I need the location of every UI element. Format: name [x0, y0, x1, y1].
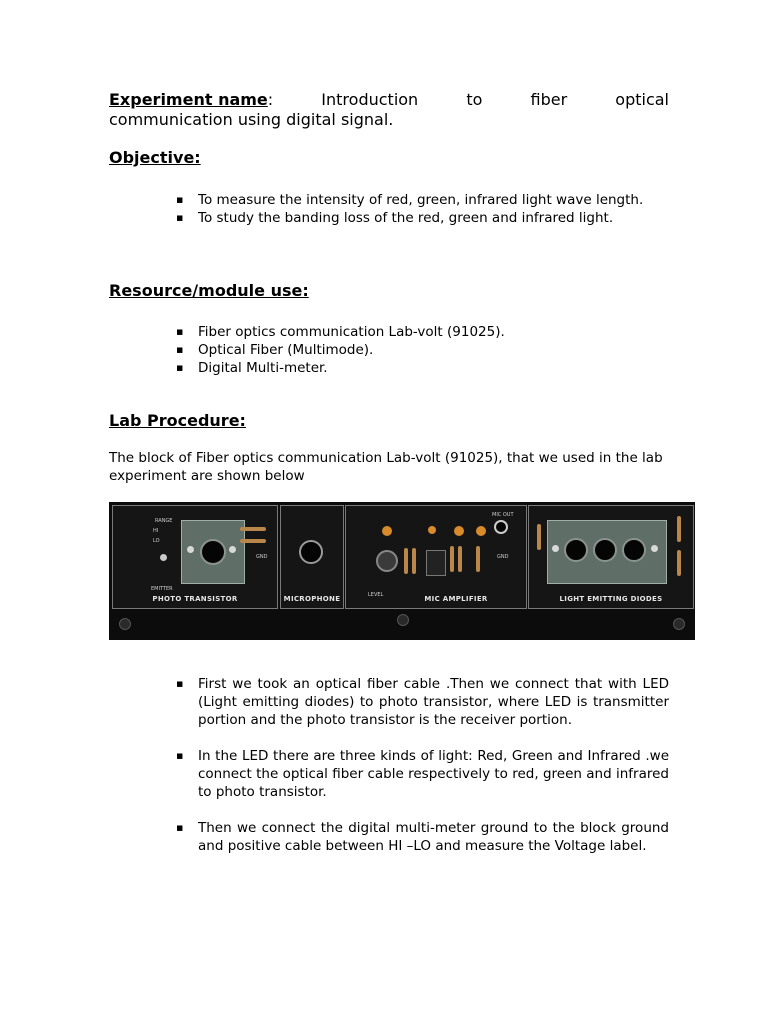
list-item: ▪ Digital Multi-meter. — [176, 359, 669, 377]
level-label: LEVEL — [368, 592, 384, 598]
mic-out-label: MIC OUT — [492, 512, 514, 518]
title-label: Experiment name — [109, 90, 268, 109]
title-word: fiber — [530, 90, 568, 109]
gnd-label: GND — [256, 554, 268, 560]
fiber-port — [593, 538, 617, 562]
gnd-label: GND — [497, 554, 509, 560]
mic-out-jack — [494, 520, 508, 534]
level-knob-icon — [376, 550, 398, 572]
objective-heading-text: Objective: — [109, 148, 201, 167]
resistor — [458, 546, 462, 572]
lab-volt-panel-image — [109, 502, 695, 640]
resistor — [240, 527, 266, 531]
procedure-intro: The block of Fiber optics communication Lab-volt (91025), that we used in the lab experiment are shown below — [109, 450, 663, 484]
list-item: ▪ First we took an optical fiber cable .Then we connect that with LED (Light emitting diodes) to photo transistor, where LED is transmitter portion and the photo transistor is the receiver portion. — [176, 675, 669, 729]
title-line-1 — [109, 90, 669, 110]
screw-icon — [673, 618, 685, 630]
range-label: RANGE — [155, 518, 173, 524]
led — [476, 526, 486, 536]
title-word: to — [466, 90, 483, 109]
photo-transistor-label: PHOTO TRANSISTOR — [152, 595, 238, 603]
fiber-port — [622, 538, 646, 562]
objective-heading — [109, 148, 201, 167]
indicator — [229, 546, 236, 553]
list-item: ▪ To measure the intensity of red, green, infrared light wave length. — [176, 191, 669, 209]
mic-amplifier-module — [345, 505, 527, 609]
list-item: ▪ Fiber optics communication Lab-volt (91025). — [176, 323, 669, 341]
microphone-module — [280, 505, 344, 609]
led — [382, 526, 392, 536]
ic-chip — [426, 550, 446, 576]
procedure-heading — [109, 411, 246, 430]
mic-amplifier-label: MIC AMPLIFIER — [424, 595, 488, 603]
objective-list — [176, 191, 669, 227]
screw-icon — [397, 614, 409, 626]
list-item: ▪ Then we connect the digital multi-meter ground to the block ground and positive cable between HI –LO and measure the Voltage label. — [176, 819, 669, 855]
title-word: Introduction — [321, 90, 419, 109]
resistor — [412, 548, 416, 574]
title-colon: : — [267, 90, 274, 109]
lo-label: LO — [153, 538, 160, 544]
list-item: ▪ To study the banding loss of the red, green and infrared light. — [176, 209, 669, 227]
resources-heading-text: Resource/module use: — [109, 281, 309, 300]
photo-transistor-window — [181, 520, 245, 584]
microphone-label: MICROPHONE — [283, 595, 341, 603]
screw-icon — [119, 618, 131, 630]
experiment-title — [109, 90, 669, 130]
resistor — [537, 524, 541, 550]
resistor — [404, 548, 408, 574]
hi-label: HI — [153, 528, 159, 534]
resistor — [450, 546, 454, 572]
list-item: ▪ Optical Fiber (Multimode). — [176, 341, 669, 359]
fiber-port — [564, 538, 588, 562]
photo-transistor-module — [112, 505, 278, 609]
title-line-2: communication using digital signal. — [109, 110, 394, 129]
led-module — [528, 505, 694, 609]
resources-list — [176, 323, 669, 377]
resistor — [240, 539, 266, 543]
resources-heading — [109, 281, 309, 300]
fiber-port — [200, 539, 226, 565]
indicator — [651, 545, 658, 552]
resistor — [677, 516, 681, 542]
list-item: ▪ In the LED there are three kinds of light: Red, Green and Infrared .we connect the optical fiber cable respectively to red, green and infrared to photo transistor. — [176, 747, 669, 801]
led-label: LIGHT EMITTING DIODES — [559, 595, 663, 603]
emitter-label: EMITTER — [151, 586, 173, 592]
led — [428, 526, 436, 534]
resistor — [677, 550, 681, 576]
microphone-icon — [299, 540, 323, 564]
emitter-jack — [160, 554, 167, 561]
led-window — [547, 520, 667, 584]
resistor — [476, 546, 480, 572]
procedure-heading-text: Lab Procedure: — [109, 411, 246, 430]
title-label-wrap — [109, 90, 273, 110]
title-word: optical — [615, 90, 669, 109]
indicator — [187, 546, 194, 553]
led — [454, 526, 464, 536]
indicator — [552, 545, 559, 552]
procedure-steps — [176, 675, 669, 873]
